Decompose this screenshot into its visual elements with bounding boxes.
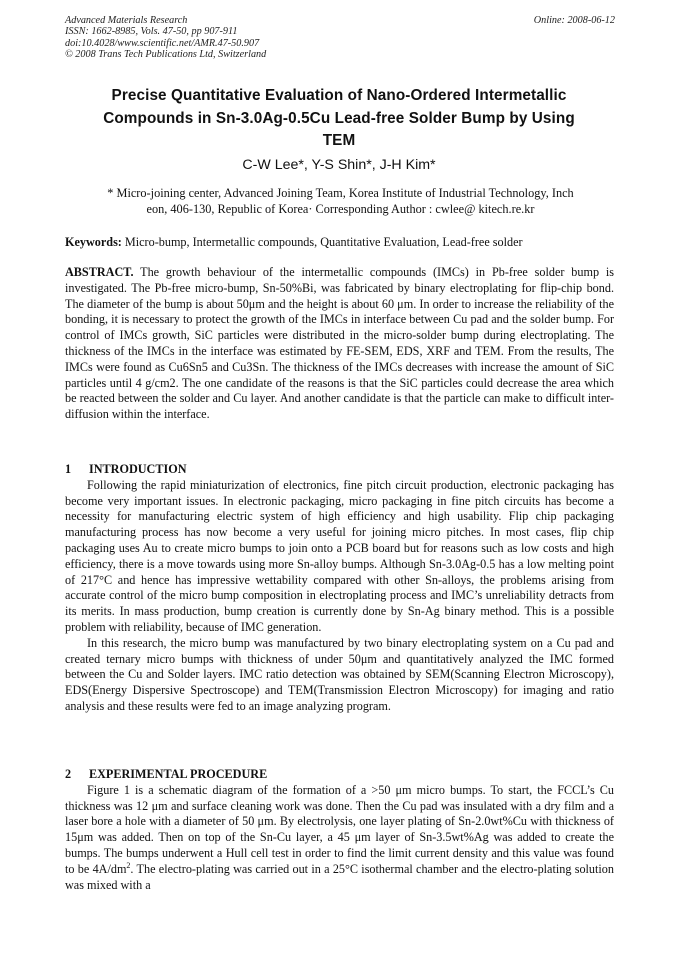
title-line-3: TEM <box>322 132 356 150</box>
keywords-block <box>65 235 614 251</box>
section-number: 1 <box>65 462 72 476</box>
keywords-label: Keywords: <box>65 235 122 249</box>
journal-header <box>65 15 266 61</box>
paper-title <box>60 85 618 153</box>
section-experimental <box>65 767 614 893</box>
affiliation <box>88 186 593 217</box>
paragraph: Following the rapid miniaturization of electronics, fine pitch circuit production, electronic packaging has become very important issues. In electronic packaging, micro packaging in fine pitch circuits has become a necessity for manufacturing electric system of high efficiency and high usability. Flip chip packaging manufacturing process has now become a very useful for joining micro pitches. In most cases, flip chip packaging uses Au to create micro bumps to join onto a PCB board but for reasons such as low costs and high efficiency, there is a move towards using more Sn-alloy bumps. Although Sn-3.0Ag-0.5 has a low melting point of 217°C and hence has impressive wettability compared with other Sn-alloys, the problems arising from accurate control of the micro bump composition in electroplating process and IMC’s unreliability detracts from its merits. In mass production, bump creation is currently done by Sn-Ag binary method. This is a possible problem with reliability, because of IMC generation. <box>65 477 614 634</box>
section-heading <box>65 767 614 783</box>
section-introduction <box>65 462 614 715</box>
title-line-2: Compounds in Sn-3.0Ag-0.5Cu Lead-free Solder Bump by Using <box>103 109 575 127</box>
section-number: 2 <box>65 767 72 781</box>
author-list: C-W Lee*, Y-S Shin*, J-H Kim* <box>242 157 436 173</box>
journal-name: Advanced Materials Research <box>65 15 188 26</box>
superscript: 2 <box>126 860 131 870</box>
affiliation-line-1: * Micro-joining center, Advanced Joining Team, Korea Institute of Industrial Technology, Inch <box>107 186 574 200</box>
abstract-label: ABSTRACT. <box>65 265 134 279</box>
issn-line: ISSN: 1662-8985, Vols. 47-50, pp 907-911 <box>65 26 238 38</box>
affiliation-line-2: eon, 406-130, Republic of Korea· Corresponding Author : cwlee@ kitech.re.kr <box>146 201 535 216</box>
copyright-line: © 2008 Trans Tech Publications Ltd, Switzerland <box>65 49 267 61</box>
paragraph: In this research, the micro bump was manufactured by two binary electroplating system on a Cu pad and created ternary micro bumps with thickness of under 50μm and quantitatively analyzed the IMC formed between the Cu and Solder layers. IMC ratio detection was obtained by SEM(Scanning Electron Microscopy), EDS(Energy Dispersive Spectroscope) and TEM(Transmission Electron Microscopy) for imaging and ratio analysis and these results were fed to an image analyzing program. <box>65 635 614 713</box>
paragraph-text: Figure 1 is a schematic diagram of the formation of a >50 μm micro bumps. To start, the FCCL’s Cu thickness was 12 μm and surface cleaning work was done. Then the Cu pad was insulated with a dry film and a laser bore a hole with a diameter of 50 μm. By electrolysis, one layer plating of Sn-2.0wt%Cu with thickness of 15μm was added. Then on top of the Sn-Cu layer, a 45 μm layer of Sn-3.5wt%Ag was added to create the bumps. The bumps underwent a Hull cell test in order to find the limit current density and this value was found to be 4A/dm <box>65 782 614 876</box>
abstract-text: The growth behaviour of the intermetallic compounds (IMCs) in Pb-free solder bump is investigated. The Pb-free micro-bump, Sn-50%Bi, was fabricated by binary electroplating for flip-chip bond. The diameter of the bump is about 50μm and the height is about 60 μm. In order to increase the reliability of the bonding, it is necessary to protect the growth of the IMCs in interface between Cu pad and the solder bump. For control of IMCs growth, SiC particles were distributed in the micro-solder bump during electroplating. The thickness of the IMCs in the interface was estimated by FE-SEM, EDS, XRF and TEM. From the results, The IMCs were found as Cu6Sn5 and Cu3Sn. The thickness of the IMCs decreases with increase the amount of SiC particles until 4 g/cm2. The one candidate of the reasons is that the SiC particles could decrease the area which be reacted between the solder and Cu layer. And another candidate is that the particle can make to difficult inter-diffusion within the interface. <box>65 265 614 422</box>
section-title: INTRODUCTION <box>89 462 187 476</box>
section-heading <box>65 462 614 478</box>
online-date: Online: 2008-06-12 <box>533 15 615 26</box>
title-line-1: Precise Quantitative Evaluation of Nano-Ordered Intermetallic <box>111 87 567 104</box>
section-title: EXPERIMENTAL PROCEDURE <box>89 767 268 781</box>
paragraph-text: . The electro-plating was carried out in a 25°C isothermal chamber and the electro-plating solution was mixed with a <box>65 861 614 892</box>
keywords-text: Micro-bump, Intermetallic compounds, Quantitative Evaluation, Lead-free solder <box>121 235 523 249</box>
paragraph <box>65 783 614 894</box>
abstract-block <box>65 265 614 423</box>
doi-line: doi:10.4028/www.scientific.net/AMR.47-50.907 <box>65 37 260 49</box>
